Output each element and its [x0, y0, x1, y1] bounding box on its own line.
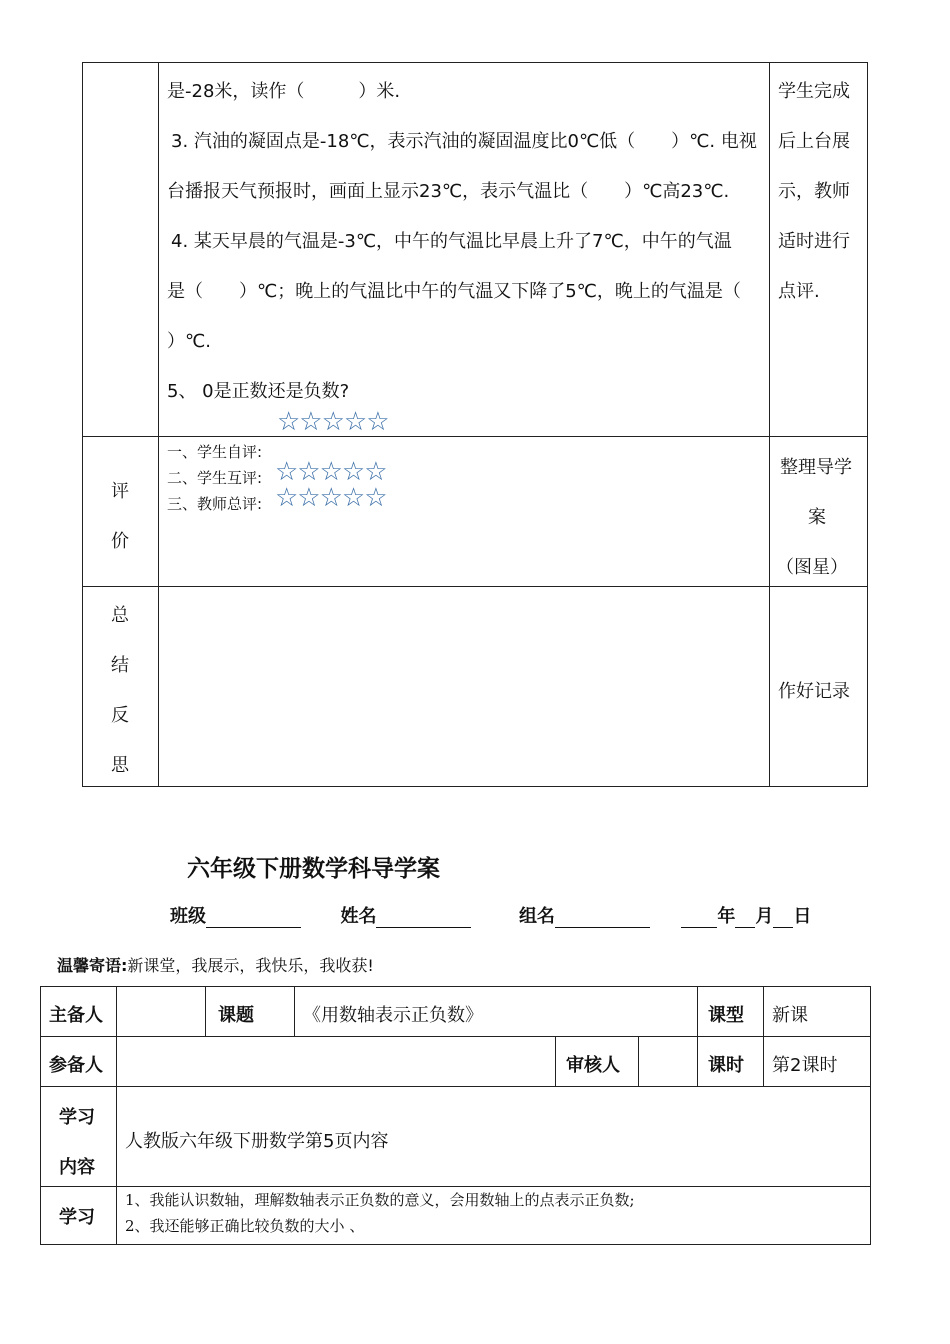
- summary-note-cell: [770, 587, 868, 787]
- summary-label-cell: [83, 587, 159, 787]
- eval-peer: 二、学生互评:: [167, 469, 263, 487]
- exercise-line: ）℃.: [167, 331, 211, 352]
- note-line: 点评.: [778, 281, 820, 302]
- year-label: 年: [717, 906, 736, 927]
- goal-value-cell: [117, 1187, 871, 1245]
- eval-note-line: （图星）: [776, 557, 848, 578]
- note-line: 后上台展: [778, 131, 850, 152]
- eval-label-char: 价: [111, 531, 129, 552]
- top-table: [82, 62, 868, 787]
- group-blank[interactable]: [555, 907, 650, 928]
- goal-line: 2、我还能够正确比较负数的大小 、: [125, 1217, 365, 1235]
- note-line: 学生完成: [778, 81, 850, 102]
- eval-self: 一、学生自评:: [167, 443, 263, 461]
- eval-label-char: 评: [111, 481, 129, 502]
- day-label: 日: [793, 906, 812, 927]
- eval-teacher: 三、教师总评:: [167, 495, 263, 513]
- page-title: 六年级下册数学科导学案: [187, 856, 440, 882]
- summary-label-char: 结: [111, 655, 129, 676]
- exercise-line: 5、 0是正数还是负数?: [167, 381, 350, 402]
- summary-label-char: 思: [111, 755, 129, 776]
- note-line: 示，教师: [778, 181, 850, 202]
- period-value-cell: 第2课时: [764, 1037, 871, 1087]
- info-table: [40, 986, 871, 1245]
- class-label: 班级: [170, 906, 206, 927]
- note-line: 适时进行: [778, 231, 850, 252]
- content-value-cell: 人教版六年级下册数学第5页内容: [117, 1087, 871, 1187]
- floating-stars: ☆☆☆☆☆: [277, 407, 389, 437]
- greeting: [57, 953, 374, 976]
- participants-value-cell[interactable]: [117, 1037, 556, 1087]
- year-blank[interactable]: [681, 907, 717, 928]
- exercise-line: 3. 汽油的凝固点是-18℃，表示汽油的凝固温度比0℃低（ ）℃. 电视: [171, 131, 757, 152]
- summary-cell[interactable]: [159, 587, 770, 787]
- reviewer-value-cell[interactable]: [639, 1037, 698, 1087]
- month-blank[interactable]: [735, 907, 755, 928]
- eval-note-line: 整理导学: [780, 457, 852, 478]
- day-blank[interactable]: [773, 907, 793, 928]
- type-value-cell: 新课: [764, 987, 871, 1037]
- summary-note: 作好记录: [778, 681, 850, 702]
- eval-note-line: 案: [808, 507, 826, 528]
- greeting-label: 温馨寄语:: [57, 956, 128, 975]
- evaluation-note-cell: [770, 437, 868, 587]
- class-blank[interactable]: [206, 907, 301, 928]
- evaluation-cell: [159, 437, 770, 587]
- reviewer-label-cell: 审核人: [556, 1037, 639, 1087]
- month-label: 月: [755, 906, 774, 927]
- exercise-line: 是-28米，读作（ ）米.: [167, 81, 401, 102]
- peer-stars[interactable]: ☆☆☆☆☆: [275, 457, 387, 487]
- evaluation-label-cell: [83, 437, 159, 587]
- exercise-line: 4. 某天早晨的气温是-3℃，中午的气温比早晨上升了7℃，中午的气温: [171, 231, 732, 252]
- name-blank[interactable]: [376, 907, 471, 928]
- topic-value-cell: 《用数轴表示正负数》: [295, 987, 698, 1037]
- goal-label-cell: 学习: [41, 1187, 117, 1245]
- summary-label-char: 反: [111, 705, 129, 726]
- goal-line: 1、我能认识数轴，理解数轴表示正负数的意义，会用数轴上的点表示正负数;: [125, 1191, 635, 1209]
- content-label-cell: 学习 内容: [41, 1087, 117, 1187]
- preparer-label-cell: 主备人: [41, 987, 117, 1037]
- group-label: 组名: [518, 906, 555, 927]
- greeting-text: 新课堂，我展示，我快乐，我收获!: [127, 956, 374, 975]
- name-label: 姓名: [340, 906, 377, 927]
- topic-label-cell: 课题: [206, 987, 295, 1037]
- exercise-label-cell: [83, 63, 159, 437]
- period-label-cell: 课时: [698, 1037, 764, 1087]
- type-label-cell: 课型: [698, 987, 764, 1037]
- participants-label-cell: 参备人: [41, 1037, 117, 1087]
- exercise-note-cell: [770, 63, 868, 437]
- preparer-value-cell[interactable]: [117, 987, 206, 1037]
- teacher-stars[interactable]: ☆☆☆☆☆: [275, 483, 387, 513]
- exercise-line: 是（ ）℃；晚上的气温比中午的气温又下降了5℃，晚上的气温是（: [167, 281, 741, 302]
- exercise-cell: [159, 63, 770, 437]
- header-fields: [170, 902, 811, 928]
- exercise-line: 台播报天气预报时，画面上显示23℃，表示气温比（ ）℃高23℃.: [167, 181, 730, 202]
- summary-label-char: 总: [111, 605, 129, 626]
